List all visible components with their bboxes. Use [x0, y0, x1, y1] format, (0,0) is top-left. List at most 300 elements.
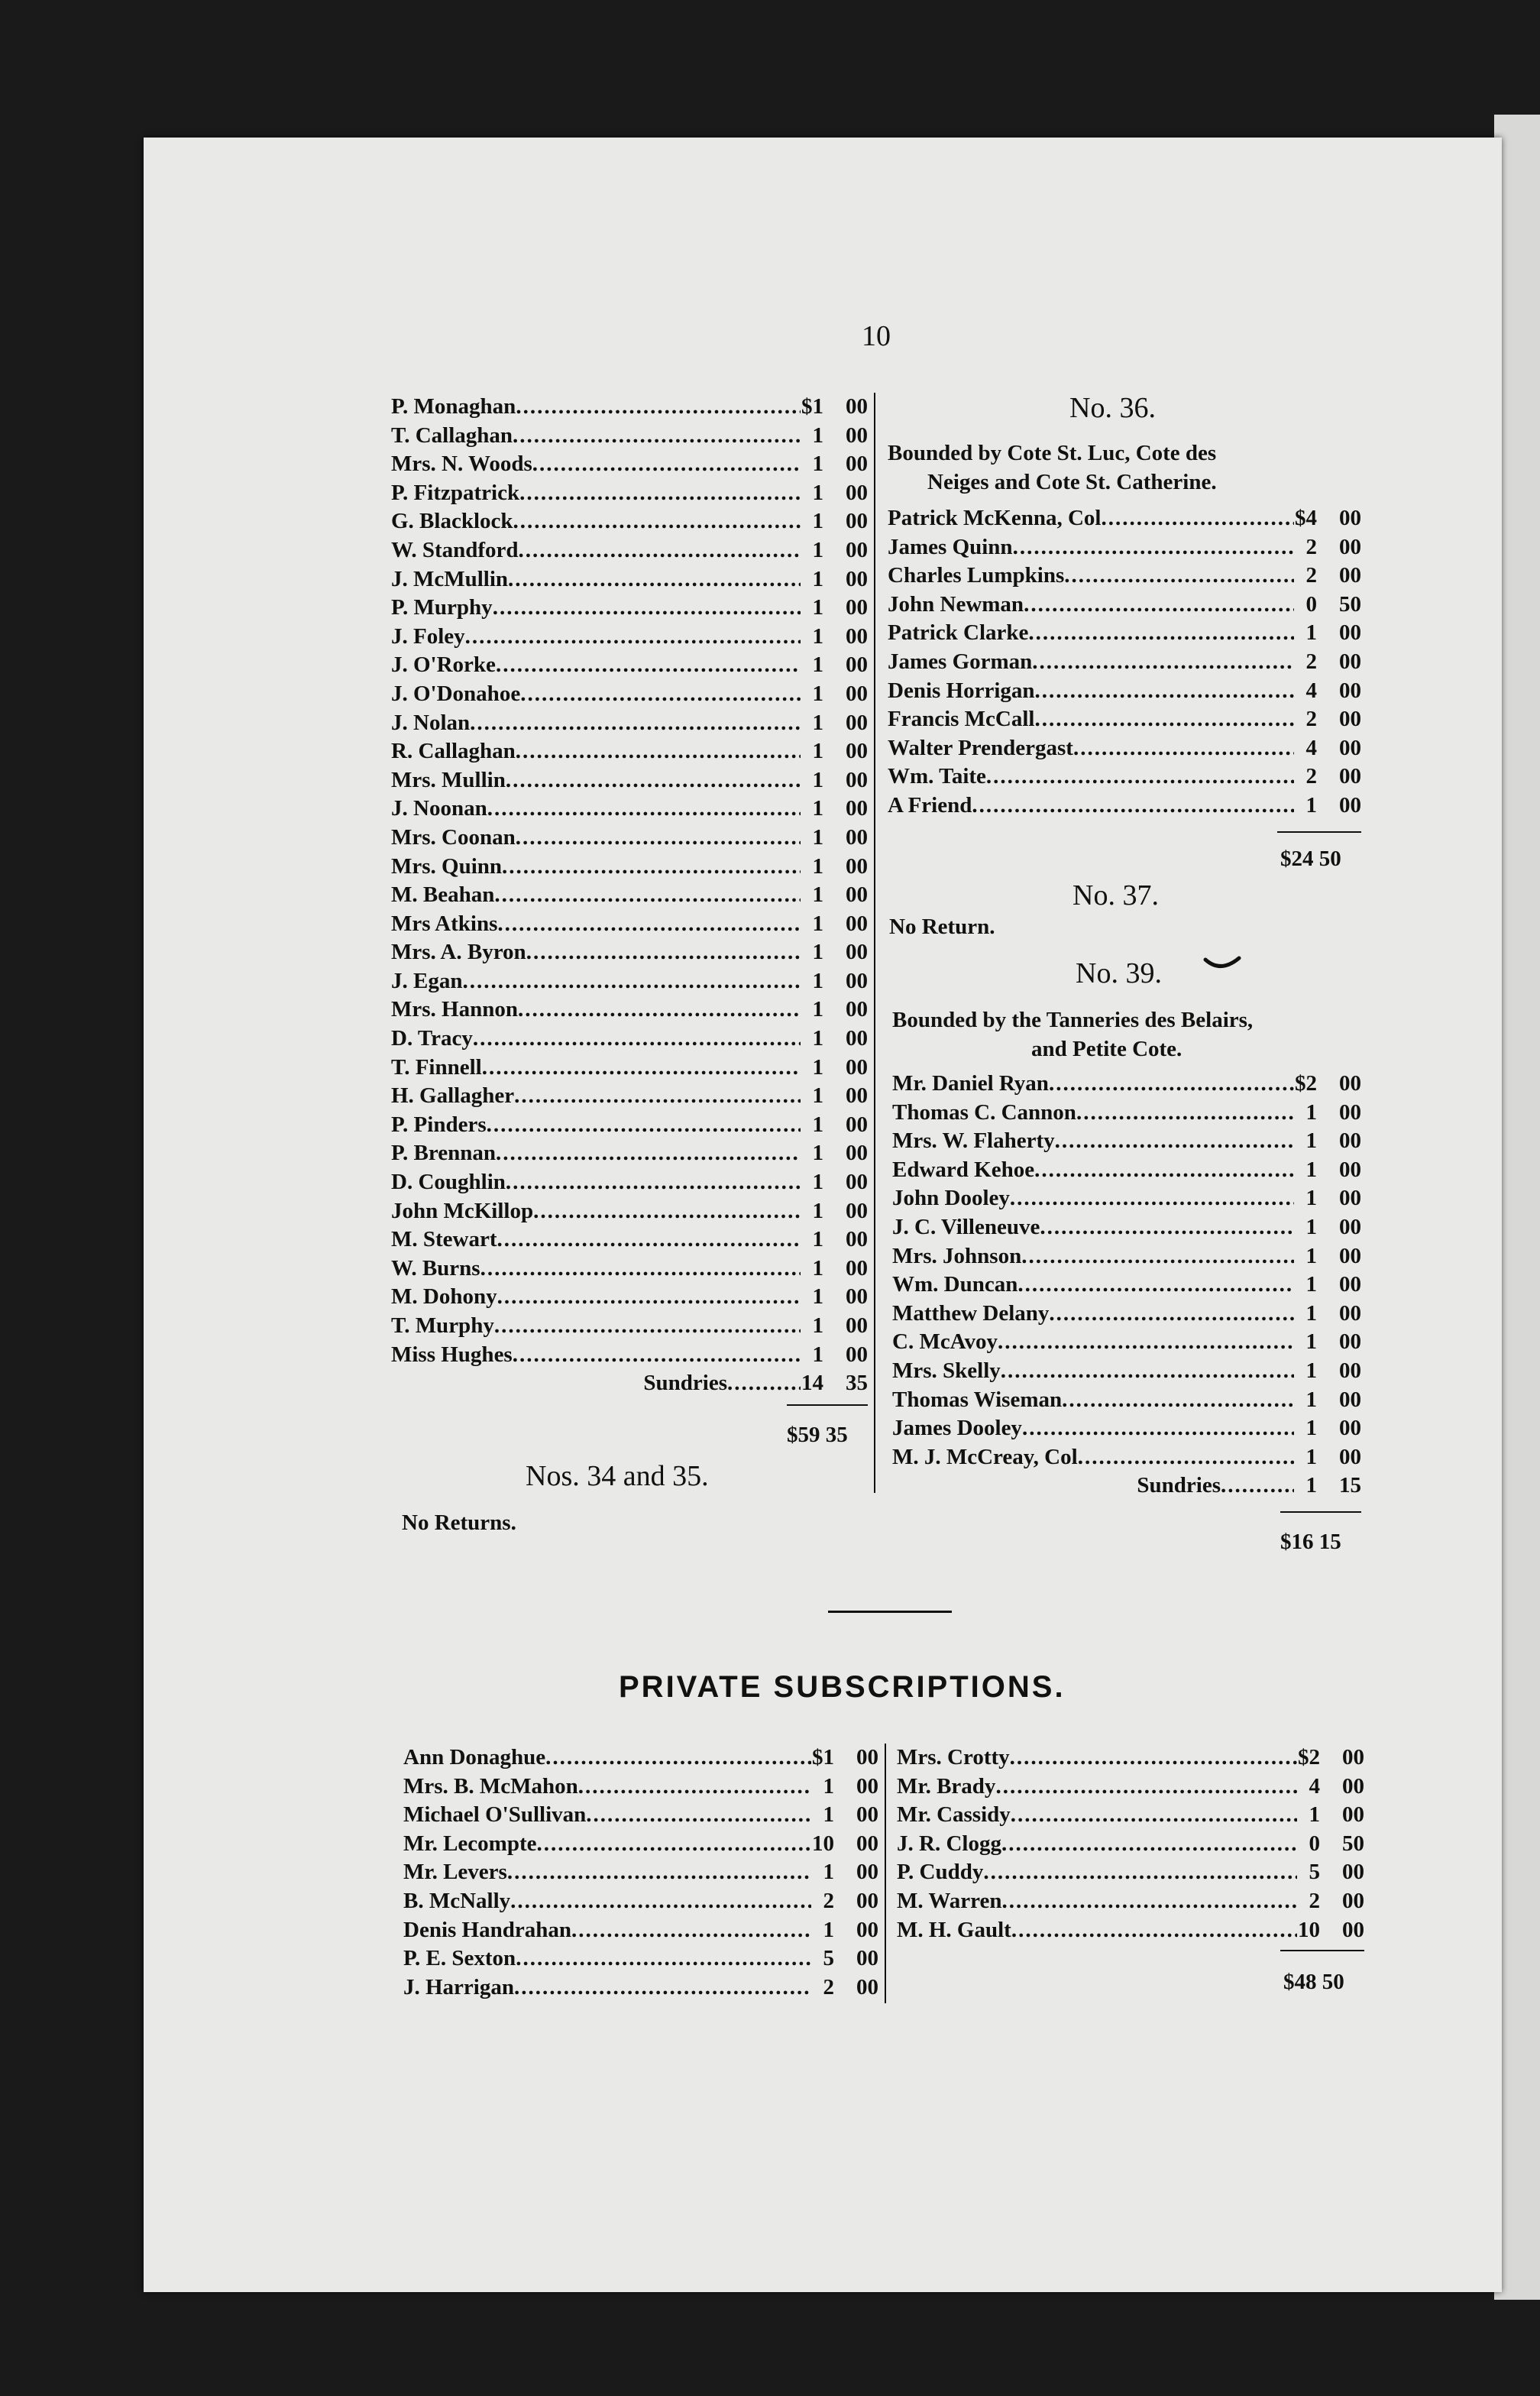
leader-dots — [496, 651, 801, 680]
list-item — [403, 1944, 878, 1973]
amount-cents: 00 — [856, 1831, 878, 1856]
amount-cents: 00 — [846, 394, 868, 419]
amount-cents: 00 — [846, 1313, 868, 1338]
leader-dots — [506, 766, 801, 795]
list-item — [888, 792, 1361, 821]
list-item — [391, 623, 868, 652]
subscriber-name: C. McAvoy — [892, 1329, 998, 1355]
amount-cents: 00 — [1339, 534, 1361, 559]
subscriber-name: A Friend — [888, 792, 972, 818]
no39-sundries-row — [892, 1472, 1361, 1501]
amount-cents: 00 — [856, 1974, 878, 1999]
subscriber-name: J. R. Clogg — [897, 1831, 1001, 1856]
list-item — [403, 1973, 878, 2003]
amount-dollars: 1 — [1305, 792, 1317, 818]
list-item — [391, 737, 868, 766]
sundries-cents: 35 — [846, 1371, 868, 1395]
amount-dollars: 1 — [812, 652, 823, 678]
amount-dollars: 1 — [812, 1170, 823, 1195]
leader-dots — [496, 1139, 801, 1168]
leader-dots — [526, 938, 801, 967]
amount-cents: 00 — [856, 1917, 878, 1942]
subscriber-name: John McKillop — [391, 1198, 534, 1223]
leader-dots — [578, 1773, 811, 1802]
subscriber-name: John Dooley — [892, 1186, 1010, 1211]
list-item — [391, 393, 868, 422]
amount-dollars: 1 — [1305, 1157, 1317, 1182]
subscriber-name: P. Monaghan — [391, 394, 516, 419]
subscriber-name: J. Egan — [391, 968, 463, 993]
list-item — [897, 1773, 1364, 1802]
list-item — [888, 619, 1361, 648]
list-item — [391, 938, 868, 967]
subscriber-name: Edward Kehoe — [892, 1157, 1035, 1182]
amount-dollars: 1 — [812, 1284, 823, 1310]
amount-dollars: 1 — [823, 1860, 834, 1885]
leader-dots — [506, 1168, 801, 1197]
list-item — [892, 1184, 1361, 1213]
amount-cents: 00 — [856, 1888, 878, 1913]
subscriber-name: M. H. Gault — [897, 1917, 1011, 1942]
no36-total-rule — [1277, 831, 1361, 833]
subscriber-name: Patrick McKenna, Col — [888, 506, 1102, 530]
amount-dollars: 4 — [1309, 1773, 1320, 1799]
subscriber-name: Mr. Cassidy — [897, 1802, 1011, 1828]
leader-dots — [545, 1744, 811, 1773]
leader-dots — [497, 1283, 801, 1312]
subscriber-name: J. O'Donahoe — [391, 681, 521, 706]
amount-cents: 00 — [846, 1342, 868, 1367]
subscriber-name: Mr. Daniel Ryan — [892, 1071, 1049, 1096]
subscriber-name: Mr. Lecompte — [403, 1831, 537, 1856]
sundries-label: Sundries — [643, 1371, 727, 1395]
amount-dollars: 1 — [1305, 1272, 1317, 1297]
subscriber-name: J. Foley — [391, 623, 465, 649]
amount-cents: 00 — [1342, 1888, 1364, 1913]
amount-cents: 00 — [1339, 620, 1361, 646]
left-total-rule — [787, 1404, 868, 1406]
subscriber-name: Mrs Atkins — [391, 911, 498, 936]
amount-dollars: 1 — [812, 1313, 823, 1338]
leader-dots — [1021, 1242, 1294, 1271]
amount-cents: 00 — [1339, 1099, 1361, 1125]
leader-dots — [465, 623, 801, 652]
subscriber-name: Thomas C. Cannon — [892, 1099, 1076, 1125]
list-item — [391, 1139, 868, 1168]
left-subscriber-list — [391, 393, 868, 1369]
amount-cents: 00 — [846, 509, 868, 534]
amount-cents: 00 — [1339, 1444, 1361, 1469]
leader-dots — [1062, 1386, 1294, 1415]
amount-dollars: $4 — [1295, 506, 1317, 530]
amount-cents: 00 — [1342, 1745, 1364, 1769]
no36-total: $24 50 — [1280, 847, 1341, 871]
amount-cents: 00 — [846, 423, 868, 448]
list-item — [391, 1082, 868, 1111]
leader-dots — [986, 763, 1294, 792]
amount-dollars: 1 — [1305, 1387, 1317, 1412]
amount-cents: 00 — [846, 452, 868, 477]
leader-dots — [516, 1944, 811, 1973]
left-sundries-row — [391, 1369, 868, 1398]
leader-dots — [983, 1858, 1297, 1887]
amount-dollars: 1 — [812, 509, 823, 534]
amount-dollars: 1 — [812, 452, 823, 477]
list-item — [897, 1744, 1364, 1773]
amount-cents: 00 — [1339, 1243, 1361, 1268]
list-item — [391, 1226, 868, 1255]
subscriber-name: M. Stewart — [391, 1227, 497, 1252]
amount-dollars: 1 — [1305, 1416, 1317, 1441]
list-item — [403, 1916, 878, 1945]
amount-dollars: 1 — [823, 1802, 834, 1828]
list-item — [888, 763, 1361, 792]
list-item — [391, 766, 868, 795]
subscriber-name: J. C. Villeneuve — [892, 1214, 1040, 1239]
list-item — [403, 1858, 878, 1887]
amount-dollars: 1 — [1305, 1186, 1317, 1211]
amount-cents: 00 — [1339, 1214, 1361, 1239]
subscriber-name: W. Standford — [391, 537, 519, 562]
list-item — [892, 1357, 1361, 1386]
subscriber-name: Walter Prendergast — [888, 735, 1073, 760]
amount-dollars: 2 — [1305, 649, 1317, 674]
subscriber-name: T. Finnell — [391, 1054, 482, 1080]
list-item — [391, 967, 868, 996]
list-item — [391, 1197, 868, 1226]
leader-dots — [513, 507, 801, 536]
section-separator — [828, 1611, 952, 1613]
private-subscriptions-heading: PRIVATE SUBSCRIPTIONS. — [619, 1670, 1066, 1704]
pen-mark-icon — [1202, 955, 1242, 973]
amount-dollars: 2 — [1309, 1888, 1320, 1913]
leader-dots — [513, 1341, 801, 1370]
leader-dots — [1035, 677, 1294, 706]
amount-cents: 00 — [856, 1946, 878, 1971]
list-item — [403, 1773, 878, 1802]
amount-dollars: 4 — [1305, 678, 1317, 703]
amount-dollars: 1 — [812, 537, 823, 562]
amount-dollars: 0 — [1305, 591, 1317, 617]
leader-dots — [586, 1801, 811, 1830]
amount-dollars: 10 — [812, 1831, 834, 1856]
amount-cents: 00 — [1339, 735, 1361, 760]
list-item — [391, 1111, 868, 1140]
amount-cents: 00 — [846, 537, 868, 562]
amount-cents: 00 — [1339, 506, 1361, 530]
amount-cents: 00 — [846, 1284, 868, 1310]
amount-cents: 50 — [1339, 591, 1361, 617]
amount-dollars: 1 — [812, 480, 823, 505]
amount-cents: 00 — [856, 1860, 878, 1885]
list-item — [391, 680, 868, 709]
amount-cents: 00 — [1339, 764, 1361, 789]
amount-dollars: 4 — [1305, 735, 1317, 760]
private-column-divider — [885, 1744, 886, 2003]
amount-cents: 00 — [1339, 1272, 1361, 1297]
amount-cents: 00 — [846, 480, 868, 505]
private-right-list — [897, 1744, 1364, 1944]
list-item — [391, 824, 868, 853]
no36-title: No. 36. — [1069, 392, 1156, 424]
list-item — [888, 562, 1361, 591]
no39-desc-line1: Bounded by the Tanneries des Belairs, — [892, 1008, 1254, 1032]
list-item — [403, 1830, 878, 1859]
subscriber-name: Mrs. Mullin — [391, 767, 506, 792]
list-item — [888, 533, 1361, 562]
list-item — [391, 507, 868, 536]
leader-dots — [508, 565, 801, 594]
leader-dots — [536, 1830, 811, 1859]
leader-dots — [1073, 734, 1294, 763]
amount-cents: 00 — [856, 1745, 878, 1769]
leader-dots — [1049, 1300, 1294, 1329]
amount-cents: 00 — [1339, 649, 1361, 674]
amount-cents: 00 — [1342, 1802, 1364, 1828]
subscriber-name: M. Warren — [897, 1888, 1002, 1913]
no39-sundries-label: Sundries — [1137, 1473, 1221, 1498]
amount-cents: 00 — [856, 1802, 878, 1828]
amount-cents: 00 — [846, 710, 868, 735]
amount-cents: 00 — [1342, 1860, 1364, 1885]
amount-cents: 00 — [1339, 1300, 1361, 1326]
leader-dots — [1032, 648, 1294, 677]
amount-cents: 00 — [846, 1170, 868, 1195]
list-item — [892, 1242, 1361, 1271]
leader-dots — [1011, 1916, 1297, 1945]
subscriber-name: D. Coughlin — [391, 1170, 506, 1195]
leader-dots — [1022, 1414, 1294, 1443]
leader-dots — [482, 1054, 801, 1083]
amount-dollars: 1 — [1305, 620, 1317, 646]
amount-dollars: 0 — [1309, 1831, 1320, 1856]
list-item — [892, 1271, 1361, 1300]
leader-dots — [1001, 1357, 1294, 1386]
leader-dots — [487, 795, 801, 824]
list-item — [391, 1341, 868, 1370]
amount-dollars: 1 — [1305, 1300, 1317, 1326]
list-item — [892, 1328, 1361, 1357]
amount-cents: 00 — [1342, 1917, 1364, 1942]
list-item — [391, 594, 868, 623]
leader-dots — [514, 1973, 811, 2003]
amount-dollars: 1 — [812, 1083, 823, 1109]
subscriber-name: Mrs. Skelly — [892, 1358, 1001, 1383]
leader-dots — [532, 450, 801, 479]
leader-dots — [533, 1197, 801, 1226]
list-item — [391, 1168, 868, 1197]
amount-dollars: 1 — [812, 1054, 823, 1080]
amount-dollars: $1 — [812, 1745, 834, 1769]
subscriber-name: Francis McCall — [888, 707, 1035, 732]
amount-cents: 00 — [1339, 1128, 1361, 1154]
no37-title: No. 37. — [1072, 879, 1159, 911]
leader-dots — [497, 1226, 801, 1255]
leader-dots — [516, 737, 801, 766]
amount-cents: 00 — [1339, 1387, 1361, 1412]
amount-dollars: 5 — [823, 1946, 834, 1971]
subscriber-name: B. McNally — [403, 1888, 511, 1913]
leader-dots — [462, 967, 801, 996]
amount-cents: 00 — [1339, 707, 1361, 732]
amount-dollars: 1 — [812, 623, 823, 649]
leader-dots — [473, 1025, 801, 1054]
sundries-dollars: 14 — [801, 1371, 823, 1395]
leader-dots — [487, 1111, 801, 1140]
list-item — [892, 1213, 1361, 1242]
amount-dollars: 1 — [812, 997, 823, 1022]
no36-list — [888, 504, 1361, 821]
no39-sundries-cents: 15 — [1339, 1473, 1361, 1498]
list-item — [892, 1443, 1361, 1472]
list-item — [391, 1283, 868, 1312]
amount-dollars: $2 — [1295, 1071, 1317, 1096]
list-item — [892, 1127, 1361, 1156]
amount-cents: 00 — [1339, 1071, 1361, 1096]
list-item — [892, 1099, 1361, 1128]
amount-cents: 00 — [846, 566, 868, 591]
amount-cents: 00 — [846, 1141, 868, 1166]
amount-cents: 00 — [846, 997, 868, 1022]
amount-cents: 00 — [1339, 1358, 1361, 1383]
no39-desc-line2: and Petite Cote. — [1031, 1037, 1182, 1061]
amount-cents: 00 — [846, 1112, 868, 1137]
amount-dollars: 1 — [812, 423, 823, 448]
amount-cents: 00 — [846, 1083, 868, 1109]
amount-dollars: 2 — [1305, 707, 1317, 732]
amount-cents: 00 — [846, 1198, 868, 1223]
amount-dollars: 1 — [1305, 1444, 1317, 1469]
amount-dollars: 1 — [812, 767, 823, 792]
leader-dots — [1049, 1070, 1294, 1099]
amount-dollars: 1 — [1305, 1329, 1317, 1355]
no36-desc-line2: Neiges and Cote St. Catherine. — [927, 470, 1217, 494]
list-item — [897, 1801, 1364, 1830]
amount-dollars: 5 — [1309, 1860, 1320, 1885]
subscriber-name: D. Tracy — [391, 1026, 473, 1051]
list-item — [888, 677, 1361, 706]
leader-dots — [972, 792, 1294, 821]
amount-dollars: 1 — [812, 1198, 823, 1223]
list-item — [403, 1744, 878, 1773]
subscriber-name: Mrs. Crotty — [897, 1745, 1010, 1769]
amount-cents: 00 — [846, 767, 868, 792]
subscriber-name: Denis Horrigan — [888, 678, 1035, 703]
list-item — [897, 1858, 1364, 1887]
amount-dollars: 2 — [823, 1888, 834, 1913]
amount-cents: 00 — [1339, 678, 1361, 703]
list-item — [391, 881, 868, 910]
amount-cents: 00 — [846, 853, 868, 879]
subscriber-name: Mr. Levers — [403, 1860, 507, 1885]
amount-dollars: $2 — [1298, 1745, 1320, 1769]
no39-total-rule — [1280, 1511, 1361, 1513]
list-item — [892, 1414, 1361, 1443]
amount-dollars: 1 — [812, 566, 823, 591]
list-item — [391, 1255, 868, 1284]
subscriber-name: M. Beahan — [391, 882, 495, 908]
list-item — [391, 1025, 868, 1054]
subscriber-name: Mr. Brady — [897, 1773, 996, 1799]
leader-dots — [516, 393, 801, 422]
amount-dollars: 1 — [812, 853, 823, 879]
leader-dots — [518, 996, 801, 1025]
amount-dollars: 2 — [1305, 563, 1317, 588]
leader-dots — [1024, 591, 1294, 620]
list-item — [892, 1386, 1361, 1415]
amount-cents: 00 — [846, 968, 868, 993]
amount-dollars: 1 — [1305, 1128, 1317, 1154]
subscriber-name: Thomas Wiseman — [892, 1387, 1063, 1412]
amount-cents: 00 — [846, 1054, 868, 1080]
list-item — [888, 734, 1361, 763]
list-item — [888, 648, 1361, 677]
leader-dots — [1017, 1271, 1294, 1300]
subscriber-name: T. Murphy — [391, 1313, 494, 1338]
leader-dots — [1001, 1887, 1297, 1916]
leader-dots — [510, 1887, 811, 1916]
leader-dots — [1028, 619, 1294, 648]
list-item — [403, 1801, 878, 1830]
subscriber-name: M. J. McCreay, Col — [892, 1444, 1078, 1469]
subscriber-name: W. Burns — [391, 1255, 480, 1281]
leader-dots — [470, 709, 801, 738]
amount-dollars: 1 — [812, 1255, 823, 1281]
amount-dollars: 1 — [812, 1342, 823, 1367]
nos-34-35-title: Nos. 34 and 35. — [526, 1460, 709, 1492]
amount-cents: 00 — [856, 1773, 878, 1799]
list-item — [897, 1887, 1364, 1916]
leader-dots — [1013, 533, 1294, 562]
amount-dollars: 1 — [812, 1026, 823, 1051]
subscriber-name: J. Noonan — [391, 796, 487, 821]
subscriber-name: Matthew Delany — [892, 1300, 1050, 1326]
subscriber-name: J. Nolan — [391, 710, 471, 735]
leader-dots — [516, 824, 801, 853]
amount-dollars: 1 — [812, 595, 823, 620]
amount-cents: 00 — [846, 1255, 868, 1281]
subscriber-name: M. Dohony — [391, 1284, 497, 1310]
leader-dots — [493, 594, 801, 623]
list-item — [892, 1156, 1361, 1185]
leader-dots — [480, 1255, 801, 1284]
leader-dots — [1064, 562, 1294, 591]
amount-dollars: 1 — [812, 710, 823, 735]
amount-cents: 00 — [846, 1227, 868, 1252]
no39-list — [892, 1070, 1361, 1472]
leader-dots — [1055, 1127, 1294, 1156]
leader-dots — [1076, 1099, 1294, 1128]
amount-cents: 00 — [1339, 1186, 1361, 1211]
amount-cents: 00 — [846, 1026, 868, 1051]
list-item — [888, 591, 1361, 620]
column-divider — [874, 393, 875, 1493]
amount-dollars: 1 — [812, 882, 823, 908]
amount-cents: 00 — [1339, 563, 1361, 588]
leader-dots — [494, 881, 801, 910]
list-item — [403, 1887, 878, 1916]
amount-cents: 00 — [1339, 792, 1361, 818]
amount-dollars: 1 — [823, 1773, 834, 1799]
subscriber-name: Mrs. B. McMahon — [403, 1773, 578, 1799]
amount-dollars: 1 — [1305, 1099, 1317, 1125]
subscriber-name: Charles Lumpkins — [888, 563, 1065, 588]
subscriber-name: P. Cuddy — [897, 1860, 984, 1885]
subscriber-name: J. Harrigan — [403, 1974, 514, 1999]
amount-dollars: 1 — [812, 1112, 823, 1137]
private-total: $48 50 — [1283, 1970, 1344, 1994]
leader-dots — [1040, 1213, 1294, 1242]
